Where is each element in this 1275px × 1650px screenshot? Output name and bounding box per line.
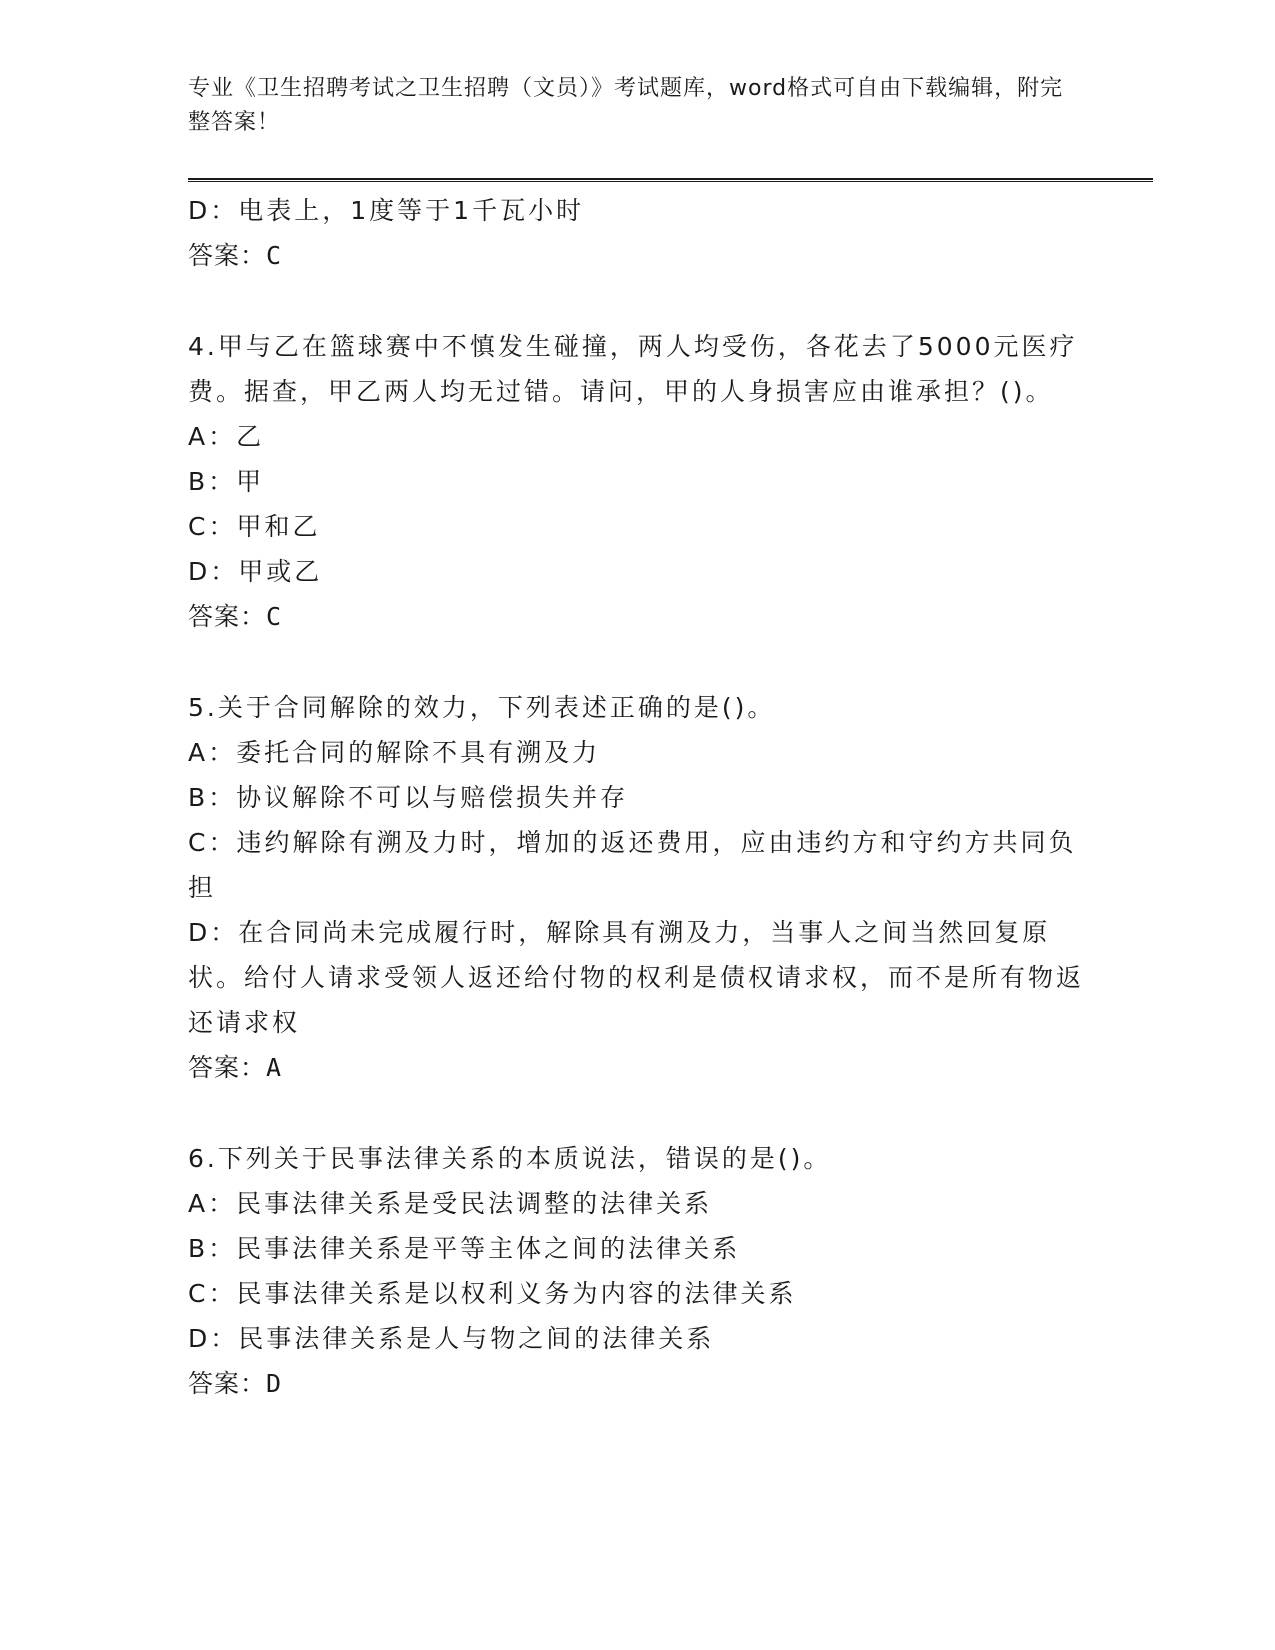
answer-label: 答案：	[188, 602, 267, 631]
answer-value: D	[266, 1369, 283, 1398]
option-c: C：甲和乙	[188, 512, 321, 541]
question-answer	[188, 1045, 1088, 1090]
question-4	[188, 324, 1088, 639]
option-a: A：民事法律关系是受民法调整的法律关系	[188, 1189, 713, 1218]
page-header: 专业《卫生招聘考试之卫生招聘（文员）》考试题库，word格式可自由下载编辑，附完整答案！	[188, 76, 1064, 135]
option-d: D：民事法律关系是人与物之间的法律关系	[188, 1324, 715, 1353]
question-content	[188, 188, 1088, 1406]
option-b: B：协议解除不可以与赔偿损失并存	[188, 783, 629, 812]
prev-question-answer	[188, 233, 1088, 278]
question-stem: 6.下列关于民事法律关系的本质说法，错误的是()。	[188, 1144, 832, 1173]
option-c: C：民事法律关系是以权利义务为内容的法律关系	[188, 1279, 797, 1308]
option-b: B：甲	[188, 467, 265, 496]
option-b: B：民事法律关系是平等主体之间的法律关系	[188, 1234, 741, 1263]
question-answer	[188, 1361, 1088, 1406]
option-d: D：在合同尚未完成履行时，解除具有溯及力，当事人之间当然回复原状。给付人请求受领人返还给付物的权利是债权请求权，而不是所有物返还请求权	[188, 918, 1085, 1037]
answer-value: A	[266, 1053, 283, 1082]
answer-label: 答案：	[188, 241, 267, 270]
answer-label: 答案：	[188, 1369, 267, 1398]
answer-value: C	[266, 602, 283, 631]
answer-value: C	[266, 241, 283, 270]
header-divider	[188, 178, 1153, 182]
option-d: D：甲或乙	[188, 557, 323, 586]
question-answer	[188, 594, 1088, 639]
question-6	[188, 1136, 1088, 1406]
option-a: A：乙	[188, 422, 265, 451]
question-stem: 5.关于合同解除的效力，下列表述正确的是()。	[188, 693, 776, 722]
option-c: C：违约解除有溯及力时，增加的返还费用，应由违约方和守约方共同负担	[188, 828, 1077, 902]
question-stem: 4.甲与乙在篮球赛中不慎发生碰撞，两人均受伤，各花去了5000元医疗费。据查，甲乙两人均无过错。请问，甲的人身损害应由谁承担？()。	[188, 332, 1078, 406]
question-5	[188, 685, 1088, 1090]
prev-question-option-d: D：电表上，1度等于1千瓦小时	[188, 196, 585, 225]
answer-label: 答案：	[188, 1053, 267, 1082]
option-a: A：委托合同的解除不具有溯及力	[188, 738, 601, 767]
